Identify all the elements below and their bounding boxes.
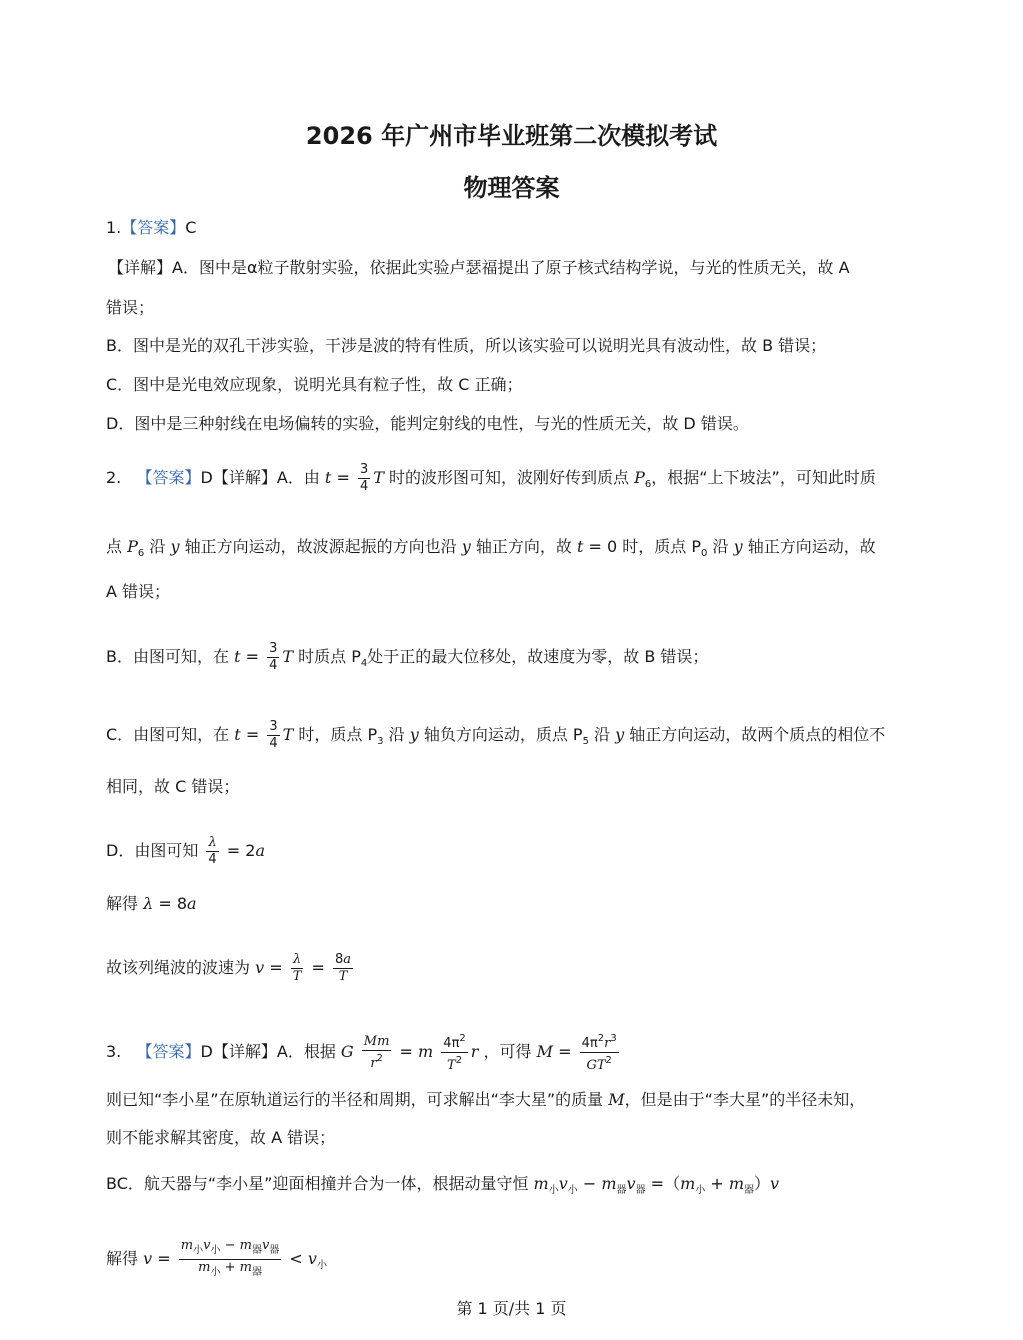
page-title: 2026 年广州市毕业班第二次模拟考试	[305, 122, 718, 150]
q1-explain-a-2: 错误；	[106, 298, 155, 317]
q1-explain-b: B．图中是光的双孔干涉实验，干涉是波的特有性质，所以该实验可以说明光具有波动性，故 B 错误；	[106, 336, 827, 355]
q2-line-b: B．由图可知，在 t = $\frac{3}{4}$ T 时质点 $P_4$处于正的最大位移处，故速度为零，故 B 错误；	[106, 641, 709, 673]
q1-number: 1.	[106, 218, 122, 237]
q1-explain-a-1: 【详解】A．图中是α粒子散射实验，依据此实验卢瑟福提出了原子核式结构学说，与光的性质无关，故 A	[108, 258, 850, 277]
q3-answer-tag: 【答案】	[136, 1042, 201, 1061]
q1-answer-tag: 【答案】	[121, 218, 186, 237]
q2-line-3: A 错误；	[106, 582, 171, 601]
q2-line-d: D．由图可知 $\frac{\lambda}{4}$ = 2a	[106, 835, 266, 867]
q1-answer: C	[185, 218, 197, 237]
q1-explain-c: C．图中是光电效应现象，说明光具有粒子性，故 C 正确；	[106, 375, 523, 394]
q1-explain-d: D．图中是三种射线在电场偏转的实验，能判定射线的电性，与光的性质无关，故 D 错误。	[106, 414, 749, 433]
q2-answer-tag: 【答案】	[136, 468, 201, 487]
q3-line-3: 则不能求解其密度，故 A 错误；	[106, 1128, 336, 1147]
q3-line-solve: 解得 v = $\frac{m_小v_小 - m_器v_器}{m_小 + m_器}$ < $v_小$	[106, 1238, 327, 1278]
q2-line-c2: 相同，故 C 错误；	[106, 777, 240, 796]
q1-answer-line	[106, 218, 196, 238]
q3-line-bc: BC．航天器与“李小星”迎面相撞并合为一体，根据动量守恒 $m_小v_小 - m_器v_器 =(m_小 + m_器)v$	[106, 1174, 780, 1196]
q2-line-2: 点 $P_6$ 沿 y 轴正方向运动，故波源起振的方向也沿 y 轴正方向，故 t = 0 时，质点 $P_0$ 沿 y 轴正方向运动，故	[106, 537, 876, 559]
page-footer: 第 1 页/共 1 页	[456, 1299, 567, 1318]
q3-line-2: 则已知“李小星”在原轨道运行的半径和周期，可求解出“李大星”的质量 M，但是由于“李大星”的半径未知，	[106, 1090, 866, 1109]
q2-line-solve: 解得 λ = 8a	[106, 894, 197, 913]
q2-line-1: 2. 【答案】D【详解】A．由 t = $\frac{3}{4}$ T 时的波形图可知，波刚好传到质点 $P_6$，根据“上下坡法”，可知此时质	[106, 462, 876, 494]
page-subtitle: 物理答案	[463, 174, 560, 202]
q3-line-1: 3. 【答案】D【详解】A．根据 G $\frac{Mm}{r^2}$ = m $\frac{4\pi^2}{T^2}$ r ，可得 M = $\frac{4\pi^2r^3}{GT^2}$	[106, 1033, 617, 1073]
q2-line-speed: 故该列绳波的波速为 v = $\frac{\lambda}{T}$ = $\frac{8a}{T}$	[106, 952, 352, 984]
q2-line-c: C．由图可知，在 t = $\frac{3}{4}$ T 时，质点 $P_3$ 沿 y 轴负方向运动，质点 $P_5$ 沿 y 轴正方向运动，故两个质点的相位不	[106, 719, 886, 751]
fraction-3-4: $\frac{3}{4}$	[359, 462, 369, 494]
